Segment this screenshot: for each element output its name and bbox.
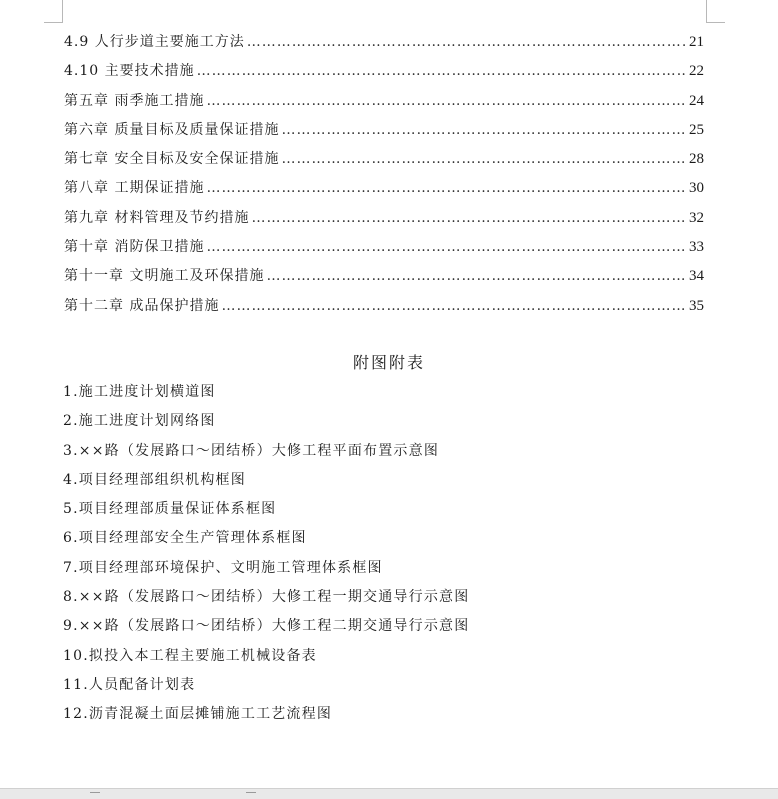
toc-page-number: 30: [689, 180, 704, 197]
toc-page-number: 22: [689, 63, 704, 80]
appendix-item: 12.沥青混凝土面层摊铺施工工艺流程图: [63, 706, 333, 723]
appendix-item: 8.××路（发展路口～团结桥）大修工程一期交通导行示意图: [63, 589, 470, 606]
appendix-title: 附图附表: [352, 353, 425, 372]
toc-entry-label: 第十二章 成品保护措施: [64, 297, 220, 314]
appendix-item: 4.项目经理部组织机构框图: [63, 471, 246, 488]
toc-dot-leader: [281, 145, 687, 174]
appendix-item: 6.项目经理部安全生产管理体系框图: [63, 530, 307, 547]
toc-entry-label: 第九章 材料管理及节约措施: [64, 209, 250, 226]
toc-entry[interactable]: [64, 174, 704, 203]
toc-page-number: 21: [689, 34, 704, 50]
toc-dot-leader: [281, 116, 687, 145]
toc-page-number: 32: [689, 209, 704, 226]
toc-page-number: 35: [689, 297, 704, 314]
toc-dot-leader: [251, 204, 687, 233]
toc-dot-leader: [206, 233, 687, 262]
toc-entry-label: 第七章 安全目标及安全保证措施: [64, 151, 280, 168]
table-of-contents: [64, 28, 704, 321]
toc-entry-label: 4.9 人行步道主要施工方法: [64, 34, 245, 50]
toc-entry[interactable]: [64, 262, 704, 291]
toc-entry[interactable]: [64, 87, 704, 116]
toc-entry-label: 第五章 雨季施工措施: [64, 92, 205, 109]
toc-entry-label: 第八章 工期保证措施: [64, 180, 205, 197]
toc-dot-leader: [247, 28, 687, 57]
toc-dot-leader: [197, 57, 687, 86]
toc-dot-leader: [206, 174, 687, 203]
status-bar-icon[interactable]: [246, 792, 256, 797]
toc-page-number: 25: [689, 121, 704, 138]
toc-entry[interactable]: [64, 145, 704, 174]
appendix-list: [63, 378, 723, 730]
toc-page-number: 24: [689, 92, 704, 109]
toc-entry-label: 第十章 消防保卫措施: [64, 239, 205, 256]
toc-entry[interactable]: [64, 57, 704, 86]
appendix-item: 7.项目经理部环境保护、文明施工管理体系框图: [63, 559, 383, 576]
toc-page-number: 28: [689, 151, 704, 168]
status-bar-icon[interactable]: [90, 792, 100, 797]
margin-corner-mark-right: [706, 0, 725, 23]
toc-page-number: 34: [689, 268, 704, 285]
appendix-item: 5.项目经理部质量保证体系框图: [63, 501, 277, 518]
toc-page-number: 33: [689, 239, 704, 256]
toc-entry-label: 4.10 主要技术措施: [64, 63, 195, 80]
toc-entry[interactable]: [64, 292, 704, 321]
appendix-item: 3.××路（发展路口～团结桥）大修工程平面布置示意图: [63, 442, 440, 459]
toc-entry[interactable]: [64, 116, 704, 145]
appendix-item: 11.人员配备计划表: [63, 676, 196, 693]
toc-dot-leader: [206, 87, 687, 116]
margin-corner-mark-left: [44, 0, 63, 23]
toc-entry[interactable]: [64, 28, 704, 57]
appendix-item: 2.施工进度计划网络图: [63, 413, 216, 430]
toc-entry[interactable]: [64, 233, 704, 262]
toc-dot-leader: [266, 262, 687, 291]
toc-dot-leader: [221, 292, 687, 321]
toc-entry[interactable]: [64, 204, 704, 233]
toc-entry-label: 第十一章 文明施工及环保措施: [64, 268, 265, 285]
appendix-item: 9.××路（发展路口～团结桥）大修工程二期交通导行示意图: [63, 618, 470, 635]
appendix-item: 10.拟投入本工程主要施工机械设备表: [63, 647, 317, 664]
toc-entry-label: 第六章 质量目标及质量保证措施: [64, 121, 280, 138]
status-bar: [0, 788, 778, 799]
appendix-item: 1.施工进度计划横道图: [63, 384, 216, 400]
